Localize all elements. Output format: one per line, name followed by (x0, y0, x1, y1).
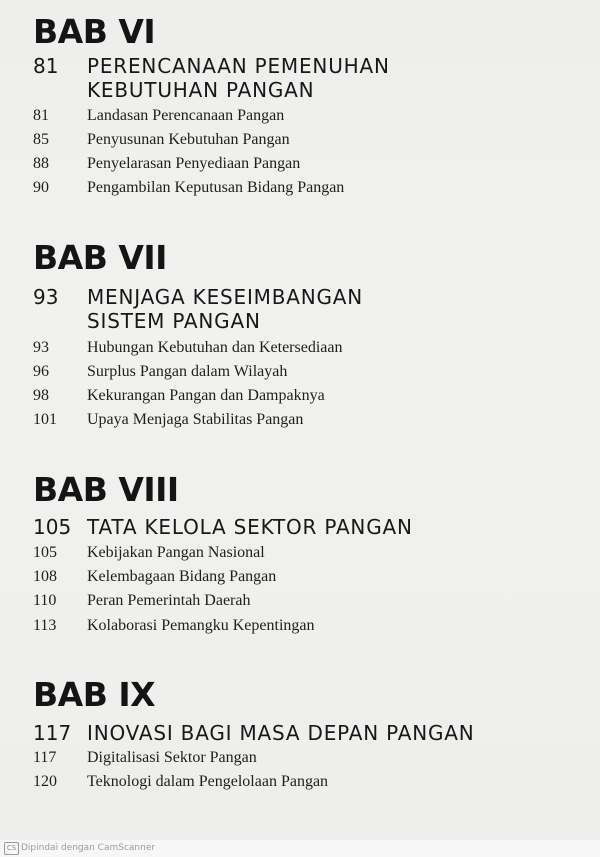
chapter-title: BAB VIII (33, 470, 179, 509)
main-entry-page: 117 (33, 721, 72, 745)
toc-item-title: Upaya Menjaga Stabilitas Pangan (87, 411, 304, 428)
toc-item-page: 93 (33, 339, 49, 356)
toc-item-title: Pengambilan Keputusan Bidang Pangan (87, 179, 345, 196)
toc-item-title: Kebijakan Pangan Nasional (87, 544, 265, 561)
toc-item (0, 542, 600, 566)
chapter-title: BAB VII (33, 238, 167, 277)
toc-item (0, 129, 600, 153)
toc-item (0, 105, 600, 129)
main-entry-page: 93 (33, 285, 59, 309)
toc-item-page: 117 (33, 749, 57, 766)
toc-item (0, 590, 600, 614)
watermark-text: Dipindai dengan CamScanner (21, 843, 156, 853)
toc-item-title: Peran Pemerintah Daerah (87, 592, 251, 609)
toc-item-page: 81 (33, 107, 49, 124)
toc-item (0, 566, 600, 590)
camscanner-logo-icon: CS (4, 842, 19, 855)
toc-item-page: 120 (33, 773, 57, 790)
toc-item (0, 747, 600, 771)
toc-item (0, 361, 600, 385)
toc-item-page: 98 (33, 387, 49, 404)
chapter-title: BAB IX (33, 675, 156, 714)
toc-item-page: 105 (33, 544, 57, 561)
toc-item-page: 108 (33, 568, 57, 585)
toc-item-page: 113 (33, 617, 57, 634)
toc-item-title: Kolaborasi Pemangku Kepentingan (87, 617, 315, 634)
chapter-title: BAB VI (33, 12, 156, 51)
main-entry-page: 105 (33, 515, 72, 539)
toc-item-page: 110 (33, 592, 57, 609)
main-entry-title: TATA KELOLA SEKTOR PANGAN (87, 515, 413, 539)
toc-item-page: 85 (33, 131, 49, 148)
toc-item-title: Digitalisasi Sektor Pangan (87, 749, 257, 766)
toc-item (0, 771, 600, 795)
toc-item (0, 409, 600, 433)
toc-item-page: 90 (33, 179, 49, 196)
toc-item (0, 385, 600, 409)
toc-item-title: Penyelarasan Penyediaan Pangan (87, 155, 301, 172)
toc-item (0, 615, 600, 639)
toc-item (0, 153, 600, 177)
main-entry-page: 81 (33, 54, 59, 78)
scanner-watermark (0, 840, 600, 857)
toc-item-title: Teknologi dalam Pengelolaan Pangan (87, 773, 329, 790)
toc-item-page: 88 (33, 155, 49, 172)
toc-item-title: Penyusunan Kebutuhan Pangan (87, 131, 290, 148)
main-entry-title: INOVASI BAGI MASA DEPAN PANGAN (87, 721, 475, 745)
main-entry-title: MENJAGA KESEIMBANGAN SISTEM PANGAN (87, 285, 364, 333)
toc-item (0, 177, 600, 201)
toc-item-title: Hubungan Kebutuhan dan Ketersediaan (87, 339, 343, 356)
toc-item-title: Landasan Perencanaan Pangan (87, 107, 285, 124)
toc-item-title: Kelembagaan Bidang Pangan (87, 568, 277, 585)
main-entry-title: PERENCANAAN PEMENUHAN KEBUTUHAN PANGAN (87, 54, 390, 102)
toc-item-title: Kekurangan Pangan dan Dampaknya (87, 387, 325, 404)
toc-item-page: 101 (33, 411, 57, 428)
toc-item-title: Surplus Pangan dalam Wilayah (87, 363, 288, 380)
toc-item (0, 337, 600, 361)
toc-item-page: 96 (33, 363, 49, 380)
